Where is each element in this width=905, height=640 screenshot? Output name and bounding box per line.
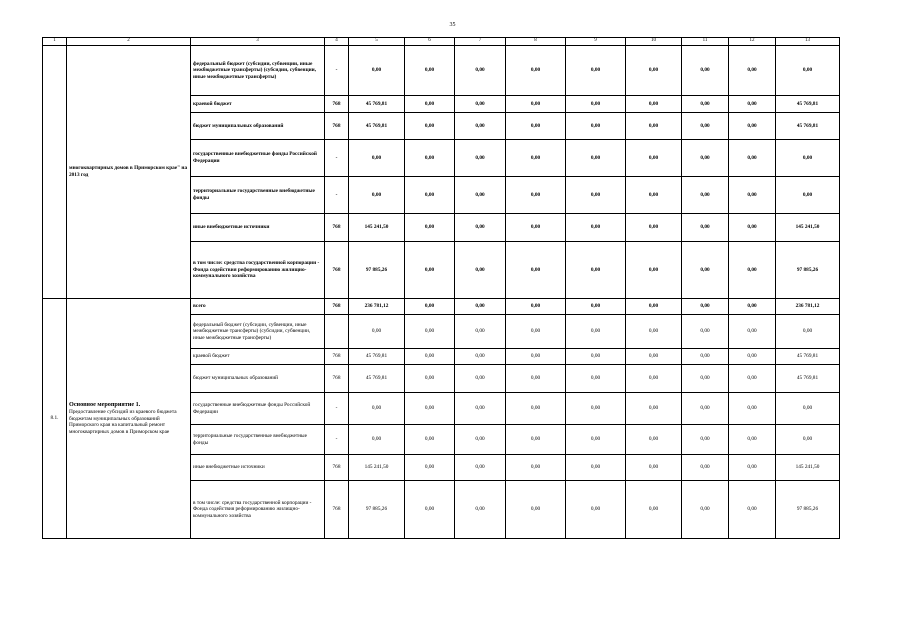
total-value: 97 885,26 [776,242,840,299]
year-value: 0,00 [506,393,566,425]
year-value: 0,00 [405,177,455,214]
year-value: 0,00 [682,214,729,242]
header-cell: 2 [67,38,191,46]
year-value: 0,00 [626,96,682,113]
year-value: 0,00 [349,46,405,96]
funding-source: государственные внебюджетные фонды Российской Федерации [191,393,325,425]
funding-source: федеральный бюджет (субсидии, субвенции, иные межбюджетные трансферты) (субсидии, субвенции, иные межбюджетные трансферты) [191,315,325,349]
year-value: 0,00 [349,315,405,349]
year-value: 0,00 [566,96,626,113]
year-value: 97 885,26 [349,242,405,299]
year-value: 0,00 [455,242,506,299]
header-cell: 7 [455,38,506,46]
total-value: 0,00 [776,140,840,177]
year-value: 0,00 [682,140,729,177]
year-value: 0,00 [682,425,729,455]
year-value: 0,00 [682,46,729,96]
year-value: 0,00 [506,113,566,140]
total-value: 0,00 [776,46,840,96]
year-value: 0,00 [455,96,506,113]
block-program-continuation [43,46,840,299]
year-value: 45 769,81 [349,96,405,113]
year-value: 0,00 [506,425,566,455]
year-value: 0,00 [506,46,566,96]
year-value: 0,00 [405,113,455,140]
year-value: 0,00 [455,214,506,242]
header-cell: 12 [729,38,776,46]
total-value: 45 769,81 [776,113,840,140]
year-value: 0,00 [566,140,626,177]
funding-source: краевой бюджет [191,96,325,113]
year-value: 0,00 [566,365,626,393]
funding-source: территориальные государственные внебюджетные фонды [191,177,325,214]
header-cell: 5 [349,38,405,46]
year-value: 97 885,26 [349,481,405,539]
grbs-code: 768 [325,214,349,242]
funding-source: краевой бюджет [191,349,325,365]
header-cell: 11 [682,38,729,46]
total-value: 0,00 [776,315,840,349]
grbs-code: - [325,393,349,425]
grbs-code: - [325,46,349,96]
grbs-code: 768 [325,96,349,113]
funding-source: всего [191,299,325,315]
total-value: 0,00 [776,393,840,425]
year-value: 0,00 [455,349,506,365]
year-value: 0,00 [349,425,405,455]
funding-source: иные внебюджетные источники [191,455,325,481]
total-value: 45 769,81 [776,365,840,393]
year-value: 0,00 [566,46,626,96]
year-value: 0,00 [405,481,455,539]
year-value: 0,00 [729,425,776,455]
year-value: 0,00 [566,315,626,349]
year-value: 0,00 [566,299,626,315]
year-value: 0,00 [626,393,682,425]
year-value: 0,00 [566,113,626,140]
year-value: 0,00 [455,140,506,177]
year-value: 0,00 [682,242,729,299]
grbs-code: 768 [325,349,349,365]
year-value: 0,00 [626,455,682,481]
year-value: 0,00 [626,349,682,365]
year-value: 0,00 [455,481,506,539]
year-value: 0,00 [729,96,776,113]
year-value: 0,00 [682,455,729,481]
header-cell: 10 [626,38,682,46]
year-value: 0,00 [405,365,455,393]
total-value: 97 885,26 [776,481,840,539]
grbs-code: 768 [325,481,349,539]
year-value: 0,00 [349,393,405,425]
year-value: 0,00 [405,214,455,242]
year-value: 0,00 [405,299,455,315]
measure-title: Основное мероприятие 1. [69,401,141,409]
funding-source: бюджет муниципальных образований [191,113,325,140]
block-main-measure-8-1 [43,299,840,539]
funding-source: федеральный бюджет (субсидии, субвенции, иные межбюджетные трансферты) (субсидии, субвенции, иные межбюджетные трансферты) [191,46,325,96]
year-value: 0,00 [455,46,506,96]
year-value: 0,00 [455,455,506,481]
grbs-code: 768 [325,365,349,393]
year-value: 0,00 [682,349,729,365]
year-value: 0,00 [455,113,506,140]
funding-source: в том числе: средства государственной корпорации - Фонда содействия реформированию жилищно-коммунального хозяйства [191,481,325,539]
year-value: 0,00 [729,214,776,242]
measure-code: 8.1. [43,299,67,539]
year-value: 0,00 [682,393,729,425]
grbs-code: 768 [325,242,349,299]
year-value: 0,00 [626,113,682,140]
year-value: 0,00 [626,425,682,455]
year-value: 0,00 [682,96,729,113]
year-value: 0,00 [682,481,729,539]
year-value: 0,00 [729,393,776,425]
year-value: 0,00 [506,140,566,177]
grbs-code [325,315,349,349]
grbs-code: 768 [325,113,349,140]
header-cell: 8 [506,38,566,46]
grbs-code: 768 [325,455,349,481]
year-value: 145 241,50 [349,214,405,242]
year-value: 0,00 [506,349,566,365]
header-cell: 13 [776,38,840,46]
year-value: 0,00 [455,425,506,455]
year-value: 0,00 [682,113,729,140]
year-value: 0,00 [506,365,566,393]
year-value: 0,00 [626,46,682,96]
year-value: 0,00 [566,425,626,455]
year-value: 0,00 [729,315,776,349]
measure-code [43,46,67,299]
year-value: 0,00 [626,214,682,242]
year-value: 145 241,50 [349,455,405,481]
year-value: 0,00 [506,242,566,299]
total-value: 236 781,12 [776,299,840,315]
year-value: 0,00 [506,214,566,242]
funding-source: государственные внебюджетные фонды Российской Федерации [191,140,325,177]
year-value: 0,00 [626,481,682,539]
year-value: 0,00 [455,177,506,214]
funding-source: иные внебюджетные источники [191,214,325,242]
year-value: 0,00 [506,177,566,214]
funding-source: территориальные государственные внебюджетные фонды [191,425,325,455]
grbs-code: - [325,425,349,455]
year-value: 0,00 [405,46,455,96]
year-value: 45 769,81 [349,113,405,140]
measure-description: Предоставление субсидий из краевого бюджета бюджетам муниципальных образований Приморского края на капитальный ремонт многоквартирных домов в Приморском крае [69,409,177,435]
year-value: 0,00 [729,46,776,96]
measure-description-cell [67,46,191,299]
year-value: 0,00 [566,214,626,242]
year-value: 0,00 [566,393,626,425]
year-value: 0,00 [506,455,566,481]
year-value: 0,00 [729,177,776,214]
year-value: 0,00 [682,299,729,315]
year-value: 0,00 [349,177,405,214]
budget-table [42,37,840,539]
year-value: 0,00 [626,177,682,214]
header-cell: 4 [325,38,349,46]
year-value: 0,00 [729,365,776,393]
year-value: 0,00 [405,96,455,113]
funding-source: в том числе: средства государственной корпорации - Фонда содействия реформированию жилищно-коммунального хозяйства [191,242,325,299]
header-cell: 1 [43,38,67,46]
year-value: 45 769,81 [349,365,405,393]
year-value: 0,00 [405,315,455,349]
year-value: 0,00 [626,140,682,177]
total-value: 145 241,50 [776,214,840,242]
year-value: 45 769,81 [349,349,405,365]
year-value: 0,00 [566,455,626,481]
year-value: 0,00 [682,315,729,349]
measure-description-cell [67,299,191,539]
table-row [43,299,840,315]
total-value: 145 241,50 [776,455,840,481]
year-value: 0,00 [682,177,729,214]
year-value: 0,00 [729,113,776,140]
year-value: 0,00 [506,315,566,349]
year-value: 0,00 [566,177,626,214]
year-value: 0,00 [626,242,682,299]
year-value: 0,00 [566,481,626,539]
header-cell: 9 [566,38,626,46]
page-number: 35 [449,22,456,28]
year-value: 0,00 [405,455,455,481]
year-value: 0,00 [729,299,776,315]
total-value: 45 769,81 [776,349,840,365]
column-number-header [43,38,840,46]
header-cell: 3 [191,38,325,46]
year-value: 0,00 [405,242,455,299]
year-value: 0,00 [682,365,729,393]
year-value: 0,00 [506,96,566,113]
measure-description: многоквартирных домов в Приморском крае" на 2013 год [69,165,188,178]
year-value: 0,00 [455,315,506,349]
year-value: 0,00 [506,299,566,315]
year-value: 0,00 [626,365,682,393]
year-value: 0,00 [729,481,776,539]
grbs-code: - [325,177,349,214]
year-value: 0,00 [405,393,455,425]
year-value: 0,00 [566,242,626,299]
total-value: 0,00 [776,177,840,214]
total-value: 0,00 [776,425,840,455]
year-value: 0,00 [506,481,566,539]
funding-source: бюджет муниципальных образований [191,365,325,393]
year-value: 0,00 [729,455,776,481]
header-cell: 6 [405,38,455,46]
year-value: 0,00 [729,140,776,177]
table-row [43,46,840,96]
year-value: 0,00 [455,365,506,393]
year-value: 0,00 [566,349,626,365]
year-value: 0,00 [455,393,506,425]
year-value: 0,00 [405,349,455,365]
year-value: 236 781,12 [349,299,405,315]
year-value: 0,00 [626,299,682,315]
total-value: 45 769,81 [776,96,840,113]
grbs-code: - [325,140,349,177]
year-value: 0,00 [626,315,682,349]
year-value: 0,00 [729,242,776,299]
year-value: 0,00 [455,299,506,315]
grbs-code: 768 [325,299,349,315]
year-value: 0,00 [729,349,776,365]
year-value: 0,00 [349,140,405,177]
year-value: 0,00 [405,425,455,455]
year-value: 0,00 [405,140,455,177]
